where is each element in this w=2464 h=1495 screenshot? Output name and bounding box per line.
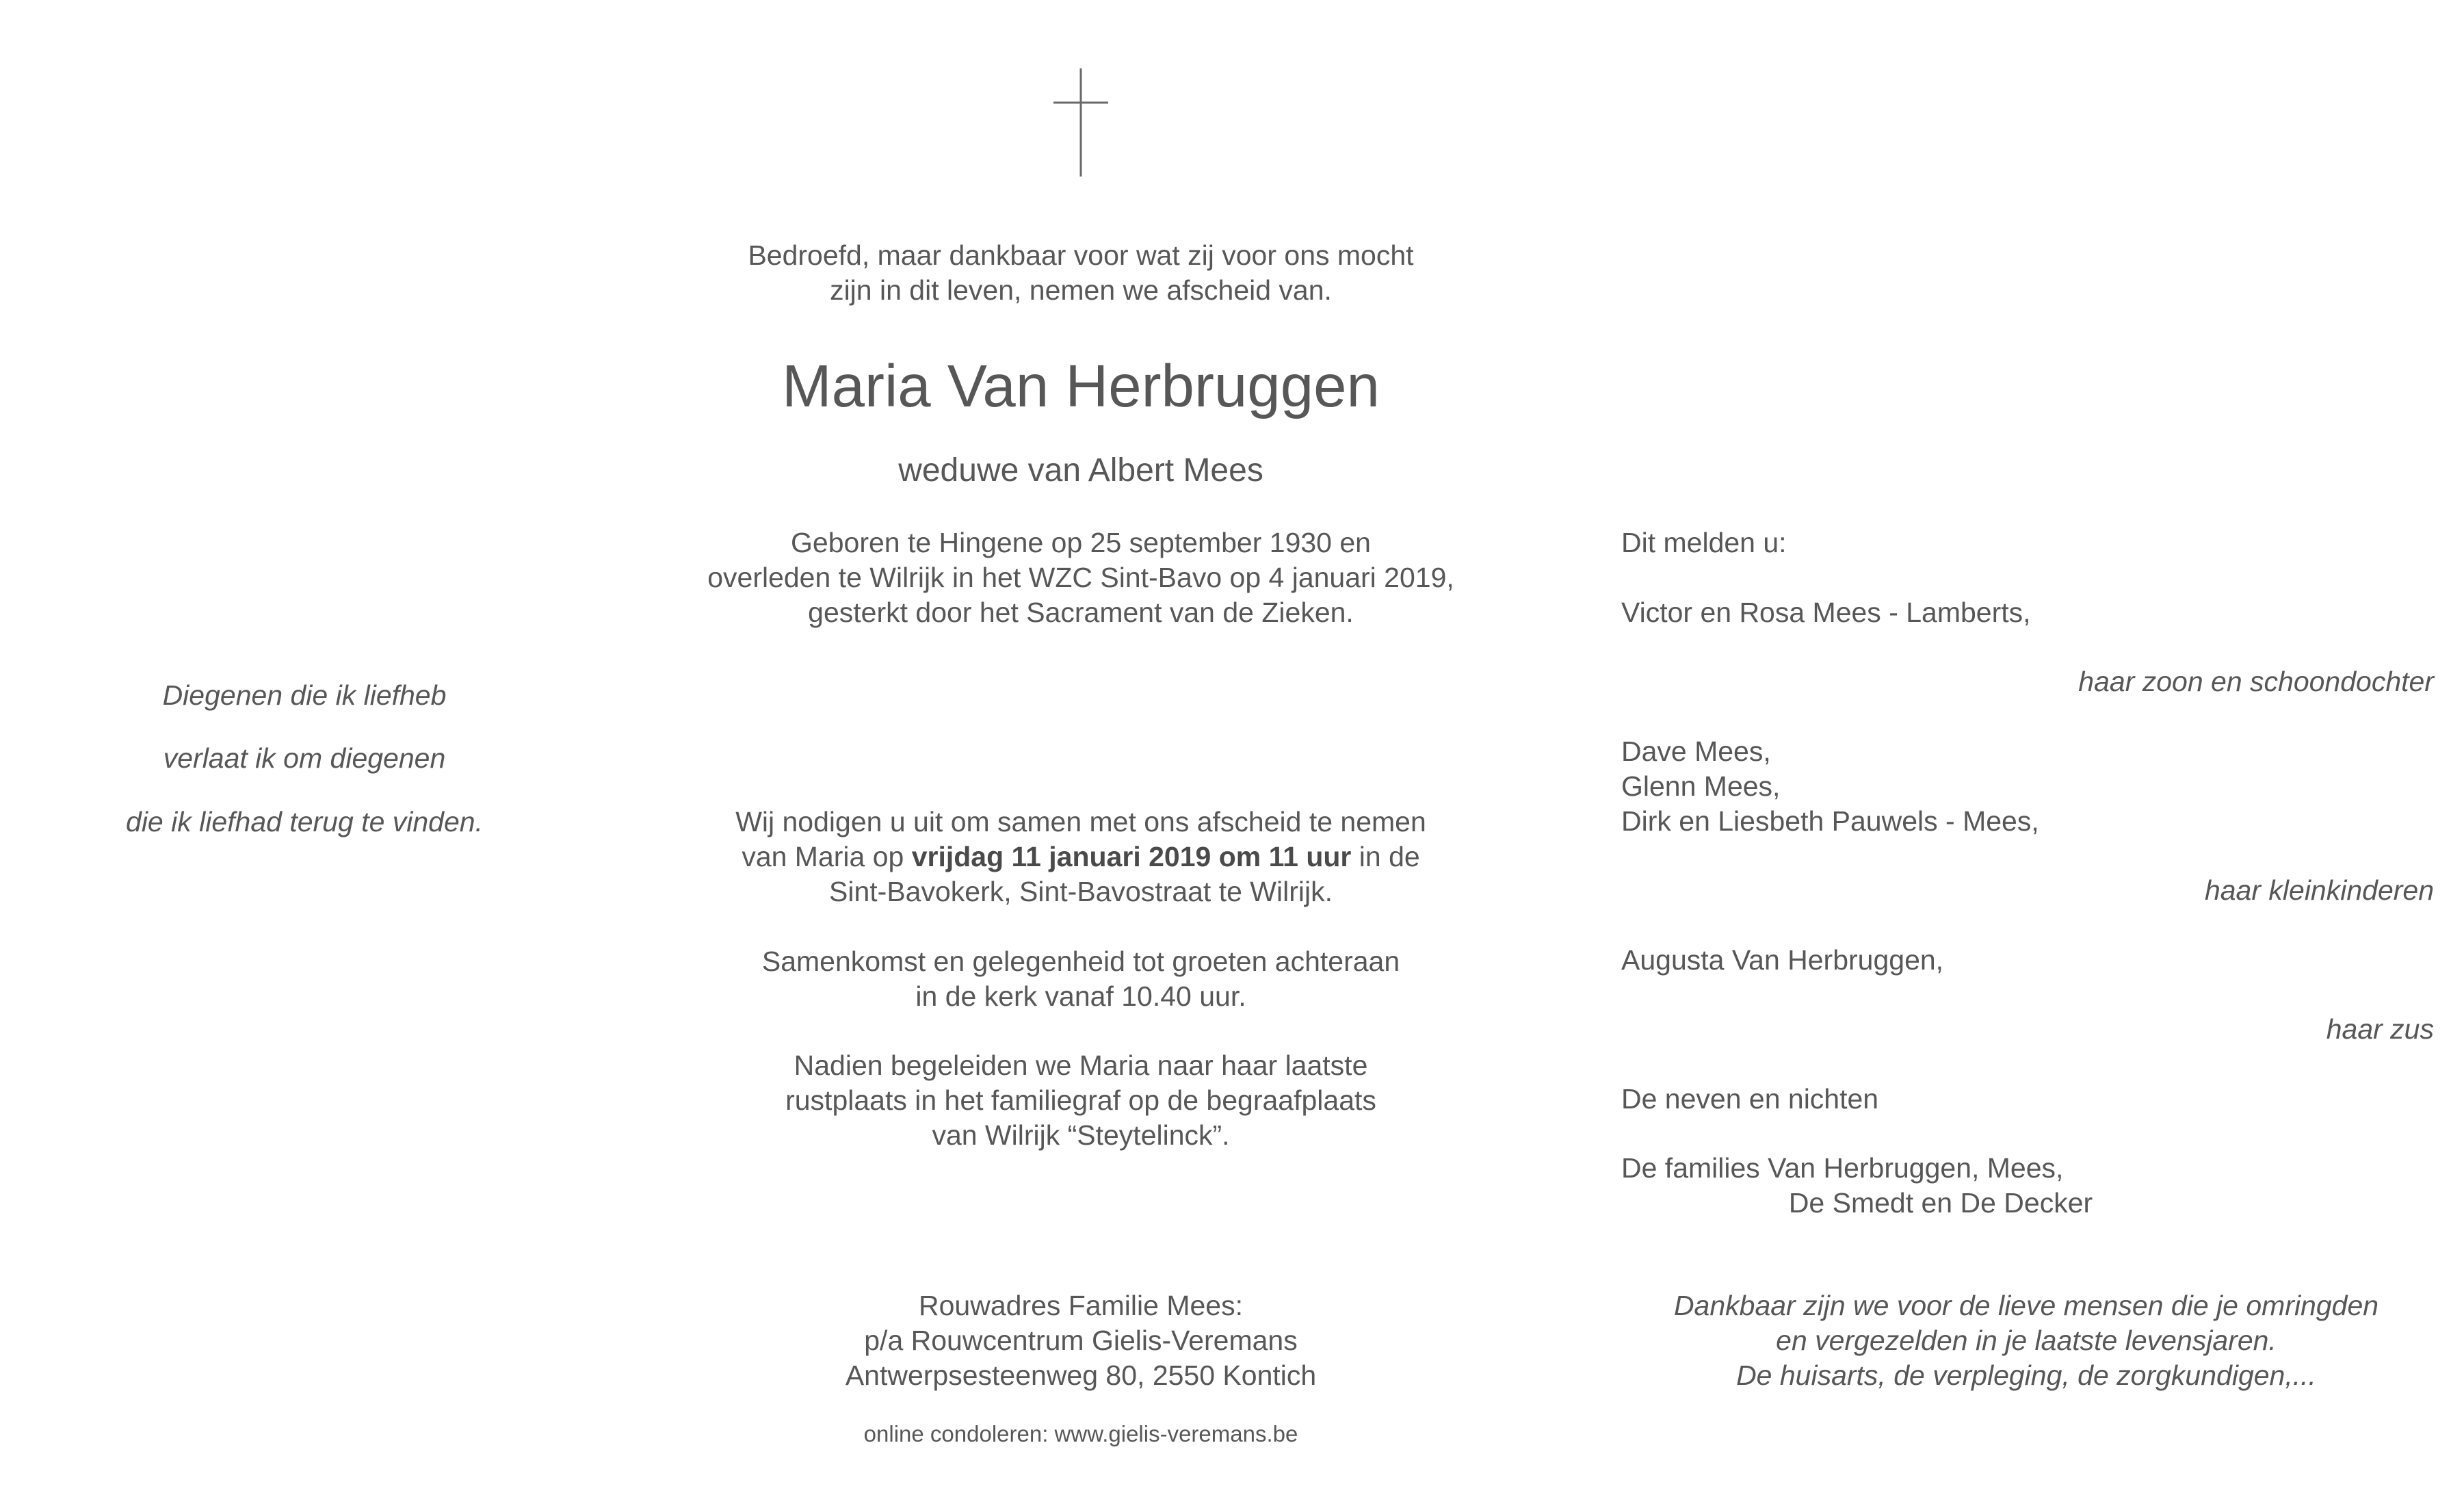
widow-of: weduwe van Albert Mees: [898, 452, 1263, 489]
online-condolence: online condoleren: www.gielis-veremans.be: [863, 1421, 1298, 1446]
family-sister: Augusta Van Herbruggen,: [1621, 944, 1944, 976]
address-line-3: Antwerpsesteenweg 80, 2550 Kontich: [845, 1360, 1317, 1391]
invitation-line-1: Wij nodigen u uit om samen met ons afscheid te nemen: [735, 806, 1426, 837]
family-cousins: De neven en nichten: [1621, 1083, 1879, 1115]
burial-line-3: van Wilrijk “Steytelinck”.: [932, 1119, 1230, 1151]
gathering-line-1: Samenkomst en gelegenheid tot groeten achteraan: [761, 946, 1400, 977]
poem-line-3: die ik liefhad terug te vinden.: [126, 806, 483, 837]
service-datetime: vrijdag 11 januari 2019 om 11 uur: [911, 841, 1352, 872]
family-sister-role: haar zus: [2326, 1013, 2434, 1045]
thanks-line-2: en vergezelden in je laatste levensjaren.: [1776, 1325, 2277, 1356]
invitation-line-3: Sint-Bavokerk, Sint-Bavostraat te Wilrijk.: [829, 876, 1333, 907]
cross-icon: [1053, 68, 1108, 178]
birth-death-line-3: gesterkt door het Sacrament van de Zieken.: [808, 597, 1354, 628]
family-families-line-1: De families Van Herbruggen, Mees,: [1621, 1152, 2064, 1184]
address-line-2: p/a Rouwcentrum Gielis-Veremans: [864, 1325, 1298, 1356]
family-heading: Dit melden u:: [1621, 527, 1787, 558]
birth-death-line-2: overleden te Wilrijk in het WZC Sint-Bavo op 4 januari 2019,: [707, 562, 1454, 593]
poem-line-2: verlaat ik om diegenen: [163, 742, 446, 774]
family-grandchild-1: Dave Mees,: [1621, 736, 1771, 767]
family-son: Victor en Rosa Mees - Lamberts,: [1621, 597, 2031, 628]
intro-line-2: zijn in dit leven, nemen we afscheid van.: [830, 274, 1332, 306]
poem-line-1: Diegenen die ik liefheb: [162, 679, 447, 711]
thanks-line-3: De huisarts, de verpleging, de zorgkundigen,...: [1736, 1360, 2316, 1391]
deceased-name: Maria Van Herbruggen: [782, 353, 1380, 419]
burial-line-2: rustplaats in het familiegraf op de begraafplaats: [785, 1084, 1376, 1116]
family-grandchildren-role: haar kleinkinderen: [2204, 874, 2434, 906]
family-son-role: haar zoon en schoondochter: [2078, 666, 2434, 697]
family-grandchild-3: Dirk en Liesbeth Pauwels - Mees,: [1621, 805, 2039, 837]
gathering-line-2: in de kerk vanaf 10.40 uur.: [915, 980, 1246, 1012]
invitation-line-2: van Maria op vrijdag 11 januari 2019 om 11 uur in de: [742, 841, 1420, 872]
birth-death-line-1: Geboren te Hingene op 25 september 1930 en: [791, 527, 1371, 558]
burial-line-1: Nadien begeleiden we Maria naar haar laatste: [794, 1050, 1368, 1081]
family-families-line-2: De Smedt en De Decker: [1788, 1187, 2093, 1219]
intro-line-1: Bedroefd, maar dankbaar voor wat zij voor ons mocht: [748, 239, 1414, 271]
thanks-line-1: Dankbaar zijn we voor de lieve mensen die je omringden: [1673, 1290, 2379, 1321]
family-grandchild-2: Glenn Mees,: [1621, 770, 1781, 802]
address-line-1: Rouwadres Familie Mees:: [919, 1290, 1243, 1321]
